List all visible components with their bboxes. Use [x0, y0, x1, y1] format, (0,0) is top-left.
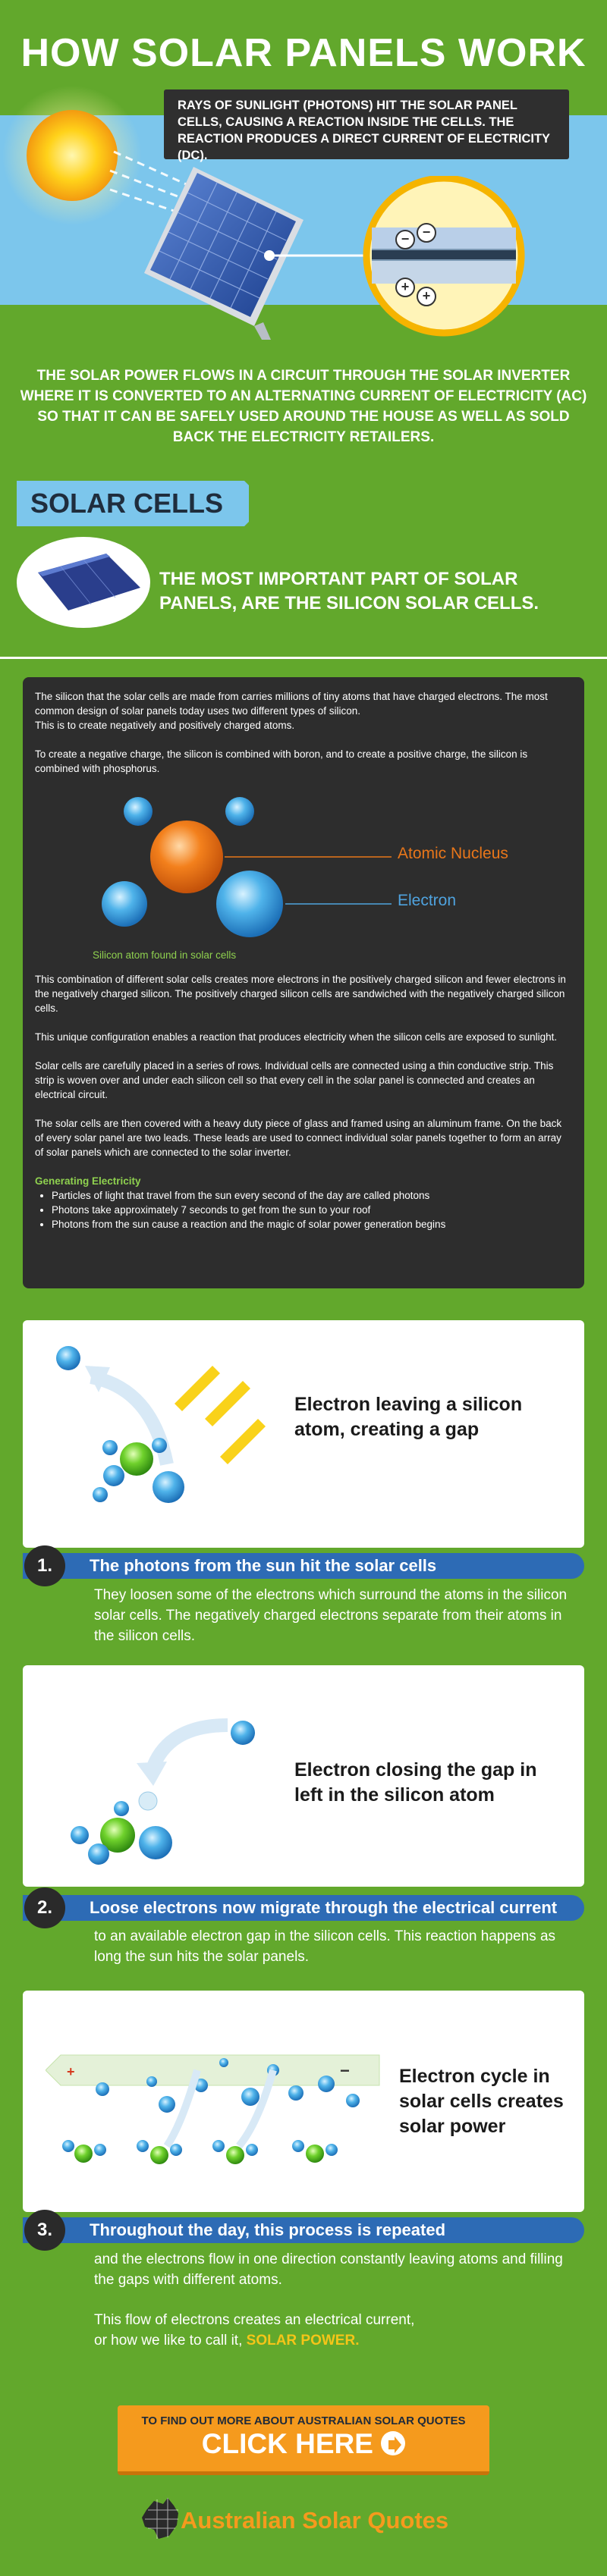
cta-label: CLICK HERE	[118, 2427, 489, 2461]
list-item: • Photons from the sun cause a reaction and the magic of solar power generation begins	[52, 1217, 572, 1232]
info-paragraph: To create a negative charge, the silicon is combined with boron, and to create a positive charge, the silicon is combined with phosphorus.	[35, 748, 528, 774]
step2-text: to an available electron gap in the silicon cells. This reaction happens as long the sun hits the solar panels.	[94, 1928, 556, 1965]
step2-illustration	[53, 1672, 281, 1869]
click-here-button[interactable]	[118, 2405, 489, 2475]
electron-label: Electron	[398, 892, 457, 909]
electron-icon	[225, 797, 254, 826]
generating-list	[35, 1188, 572, 1232]
step2-label: Loose electrons now migrate through the electrical current	[90, 1898, 558, 1917]
info-paragraph: This combination of different solar cells creates more electrons in the positively charged silicon and fewer electrons in the negatively charged silicon. The positively charged silicon cells are sandwiched with the negatively charged silicon cells.	[35, 974, 566, 1014]
svg-text:+: +	[67, 2064, 75, 2079]
step1-number: 1.	[24, 1545, 65, 1586]
step1-caption: Electron leaving a silicon atom, creating a gap	[294, 1394, 523, 1440]
info-paragraph: The silicon that the solar cells are made from carries millions of tiny atoms that have charged electrons. The most common design of solar panels today uses two different types of silicon.	[35, 691, 548, 717]
step3-text-2	[94, 2310, 572, 2351]
atom-caption: Silicon atom found in solar cells	[93, 949, 237, 961]
silicon-cell-image	[15, 531, 152, 629]
silicon-info-panel	[23, 677, 584, 1288]
page-title: HOW SOLAR PANELS WORK	[20, 31, 587, 75]
step2-number: 2.	[24, 1887, 65, 1928]
inverter-flow-text: THE SOLAR POWER FLOWS IN A CIRCUIT THROUGH THE SOLAR INVERTER WHERE IT IS CONVERTED TO AN ALTERNATING CURRENT OF ELECTRICITY (AC) SO THAT IT CAN BE SAFELY USED AROUND THE HOUSE AS WELL AS SOLD BACK THE ELECTRICITY RETAILERS.	[20, 368, 587, 445]
plus-charge-icon: +	[417, 287, 436, 306]
step3-text-2b: or how we like to call it,	[94, 2333, 243, 2349]
electron-icon	[124, 797, 153, 826]
photon-info-box: RAYS OF SUNLIGHT (PHOTONS) HIT THE SOLAR PANEL CELLS, CAUSING A REACTION INSIDE THE CELLS. THE REACTION PRODUCES A DIRECT CURRENT OF ELECTRICITY (DC).	[164, 89, 569, 159]
list-item: • Particles of light that travel from the sun every second of the day are called photons	[52, 1188, 572, 1203]
atom-diagram	[35, 790, 572, 972]
step3-caption: Electron cycle in solar cells creates solar power	[399, 2066, 564, 2137]
generating-heading: Generating Electricity	[35, 1175, 141, 1187]
solar-power-highlight: SOLAR POWER.	[246, 2333, 360, 2349]
step1-text: They loosen some of the electrons which surround the atoms in the silicon solar cells. The negatively charged electrons separate from their atoms in the silicon cells.	[94, 1587, 568, 1644]
step1-label: The photons from the sun hit the solar cells	[90, 1556, 437, 1575]
step2-caption: Electron closing the gap in left in the silicon atom	[294, 1759, 537, 1806]
cta-subtitle: TO FIND OUT MORE ABOUT AUSTRALIAN SOLAR QUOTES	[141, 2414, 466, 2427]
australia-logo-icon	[140, 2495, 181, 2543]
divider	[0, 657, 607, 659]
arrow-right-icon	[381, 2431, 405, 2455]
svg-text:−: −	[340, 2061, 350, 2080]
solar-cells-heading: SOLAR CELLS	[30, 488, 224, 519]
list-item: • Photons take approximately 7 seconds to get from the sun to your roof	[52, 1203, 572, 1217]
magnifier-diagram	[258, 176, 546, 343]
step3-text-2a: This flow of electrons creates an electrical current,	[94, 2312, 415, 2328]
minus-charge-icon: −	[417, 223, 436, 243]
step3-label: Throughout the day, this process is repeated	[90, 2220, 446, 2239]
electron-icon	[102, 881, 147, 927]
info-paragraph: This is to create negatively and positively charged atoms.	[35, 720, 295, 731]
info-paragraph: This unique configuration enables a reaction that produces electricity when the silicon cells are exposed to sunlight.	[35, 1031, 558, 1043]
silicon-cells-headline: THE MOST IMPORTANT PART OF SOLAR PANELS, ARE THE SILICON SOLAR CELLS.	[159, 569, 539, 613]
plus-charge-icon: +	[395, 278, 415, 297]
electron-icon	[216, 871, 283, 937]
minus-charge-icon: −	[395, 230, 415, 249]
logo-text: Australian Solar Quotes	[181, 2507, 449, 2534]
nucleus-label: Atomic Nucleus	[398, 845, 508, 862]
info-paragraph: Solar cells are carefully placed in a series of rows. Individual cells are connected using a thin conductive strip. This strip is woven over and under each silicon cell so that every cell in the solar panel is connected and creates an electrical circuit.	[35, 1060, 554, 1100]
step3-illustration	[46, 2040, 395, 2192]
nucleus-icon	[150, 820, 223, 893]
step1-illustration	[38, 1320, 288, 1525]
step3-number: 3.	[24, 2210, 65, 2251]
step3-text: and the electrons flow in one direction constantly leaving atoms and filling the gaps with different atoms.	[94, 2251, 563, 2288]
info-paragraph: The solar cells are then covered with a heavy duty piece of glass and framed using an aluminum frame. On the back of every solar panel are two leads. These leads are used to connect individual solar panels together to form an array of solar panels which are connected to the solar inverter.	[35, 1118, 562, 1158]
